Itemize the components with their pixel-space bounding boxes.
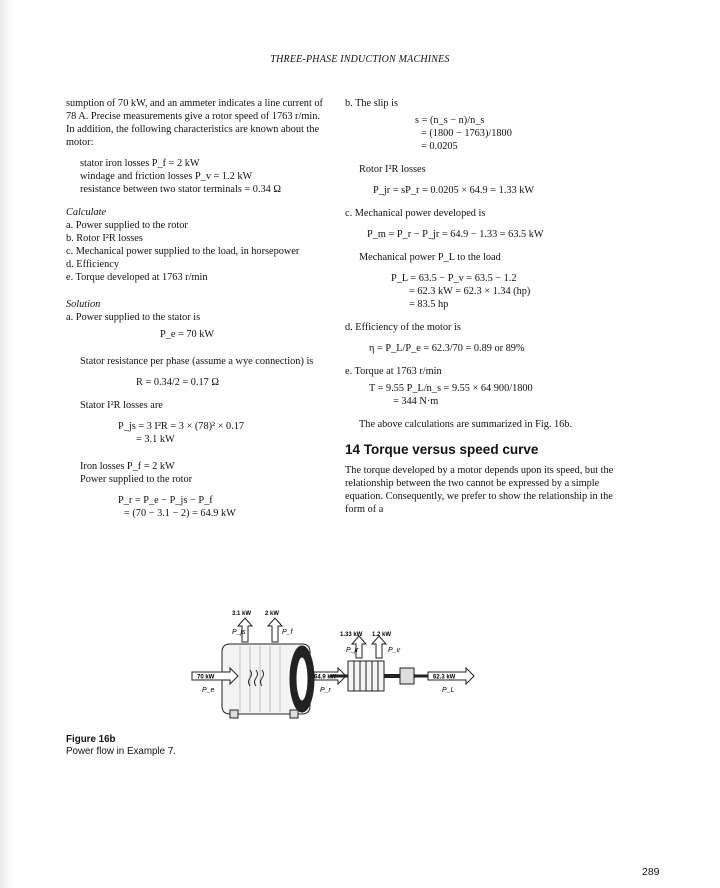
iron-losses: Iron losses P_f = 2 kW xyxy=(80,461,175,472)
pl-label: P_L xyxy=(442,687,455,694)
stator-losses-text: Stator I²R losses are xyxy=(80,400,163,411)
rotor-losses-text: Rotor I²R losses xyxy=(359,164,426,175)
eq-efficiency: η = P_L/P_e = 62.3/70 = 0.89 or 89% xyxy=(369,343,525,354)
power-flow-diagram xyxy=(190,606,510,726)
summary-text: The above calculations are summarized in Fig. 16b. xyxy=(359,419,573,430)
pf-arrow-icon xyxy=(268,618,282,642)
efficiency-heading: d. Efficiency of the motor is xyxy=(345,322,461,333)
calculate-label: Calculate xyxy=(66,207,107,218)
solution-label: Solution xyxy=(66,299,101,310)
eq-slip-3: = 0.0205 xyxy=(421,141,458,152)
left-column xyxy=(66,97,326,520)
solution-a: a. Power supplied to the stator is xyxy=(66,312,201,323)
rotor-cage xyxy=(330,661,415,691)
pjs-label: P_js xyxy=(232,629,246,636)
eq-pr-2: = (70 − 3.1 − 2) = 64.9 kW xyxy=(124,508,236,519)
eq-pl-2: = 62.3 kW = 62.3 × 1.34 (hp) xyxy=(409,286,531,297)
eq-pe: P_e = 70 kW xyxy=(160,329,215,340)
pjr-label: P_jr xyxy=(346,647,359,654)
intro-paragraph: sumption of 70 kW, and an ammeter indicates a line current of 78 A. Precise measurements give a rotor speed of 1763 r/min. In addition, the following characteristics are known about the motor: xyxy=(66,98,323,148)
pe-label: P_e xyxy=(202,687,215,694)
known-stator-iron: stator iron losses P_f = 2 kW xyxy=(80,158,200,169)
eq-pr-1: P_r = P_e − P_js − P_f xyxy=(118,495,213,506)
pv-arrow-icon xyxy=(372,636,386,658)
right-column xyxy=(345,97,615,516)
pv-label: P_v xyxy=(388,647,401,654)
stator-resistance-text: Stator resistance per phase (assume a wye connection) is xyxy=(80,356,314,367)
coupling xyxy=(400,668,414,684)
eq-torque-2: = 344 N·m xyxy=(393,396,439,407)
pl-value: 62.3 kW xyxy=(433,674,456,681)
figure-caption xyxy=(66,734,176,758)
figure-caption-title: Figure 16b xyxy=(66,734,116,745)
eq-torque-1: T = 9.55 P_L/n_s = 9.55 × 64 900/1800 xyxy=(369,383,533,394)
power-to-rotor-text: Power supplied to the rotor xyxy=(80,474,193,485)
eq-pl-3: = 83.5 hp xyxy=(409,299,449,310)
calc-item-d: d. Efficiency xyxy=(66,259,119,270)
motor-body xyxy=(222,644,330,718)
eq-slip-1: s = (n_s − n)/n_s xyxy=(415,115,485,126)
pf-label: P_f xyxy=(282,629,293,636)
section-heading: 14 Torque versus speed curve xyxy=(345,442,539,457)
calc-item-a: a. Power supplied to the rotor xyxy=(66,220,188,231)
eq-pjr: P_jr = sP_r = 0.0205 × 64.9 = 1.33 kW xyxy=(373,185,535,196)
eq-pjs-1: P_js = 3 I²R = 3 × (78)² × 0.17 xyxy=(118,421,245,432)
eq-pl-1: P_L = 63.5 − P_v = 63.5 − 1.2 xyxy=(391,273,517,284)
eq-pjs-2: = 3.1 kW xyxy=(136,434,175,445)
eq-slip-2: = (1800 − 1763)/1800 xyxy=(421,128,512,139)
torque-heading: e. Torque at 1763 r/min xyxy=(345,366,442,377)
calc-item-b: b. Rotor I²R losses xyxy=(66,233,143,244)
page-number: 289 xyxy=(642,866,660,878)
power-flow-figure xyxy=(190,606,510,726)
slip-heading: b. The slip is xyxy=(345,98,399,109)
mech-load-text: Mechanical power P_L to the load xyxy=(359,252,501,263)
pr-label: P_r xyxy=(320,687,331,694)
calc-item-e: e. Torque developed at 1763 r/min xyxy=(66,272,208,283)
pr-value: 64.9 kW xyxy=(314,674,337,681)
mech-power-heading: c. Mechanical power developed is xyxy=(345,208,486,219)
pf-value: 2 kW xyxy=(265,611,280,617)
calc-item-c: c. Mechanical power supplied to the load, in horsepower xyxy=(66,246,300,257)
page-binding-shadow xyxy=(0,0,16,888)
pe-value: 70 kW xyxy=(197,674,215,681)
pjs-value: 3.1 kW xyxy=(232,611,252,617)
eq-pm: P_m = P_r − P_jr = 64.9 − 1.33 = 63.5 kW xyxy=(367,229,544,240)
section-paragraph: The torque developed by a motor depends upon its speed, but the relationship between the two cannot be expressed by a simple equation. Consequently, we prefer to show the relationship in the form of a xyxy=(345,465,614,515)
eq-resistance: R = 0.34/2 = 0.17 Ω xyxy=(136,377,220,388)
pjr-value: 1.33 kW xyxy=(340,632,363,638)
running-header: THREE-PHASE INDUCTION MACHINES xyxy=(270,54,450,65)
figure-caption-text: Power flow in Example 7. xyxy=(66,746,176,757)
pv-value: 1.2 kW xyxy=(372,632,392,638)
known-resistance: resistance between two stator terminals = 0.34 Ω xyxy=(80,184,282,195)
known-windage: windage and friction losses P_v = 1.2 kW xyxy=(80,171,253,182)
